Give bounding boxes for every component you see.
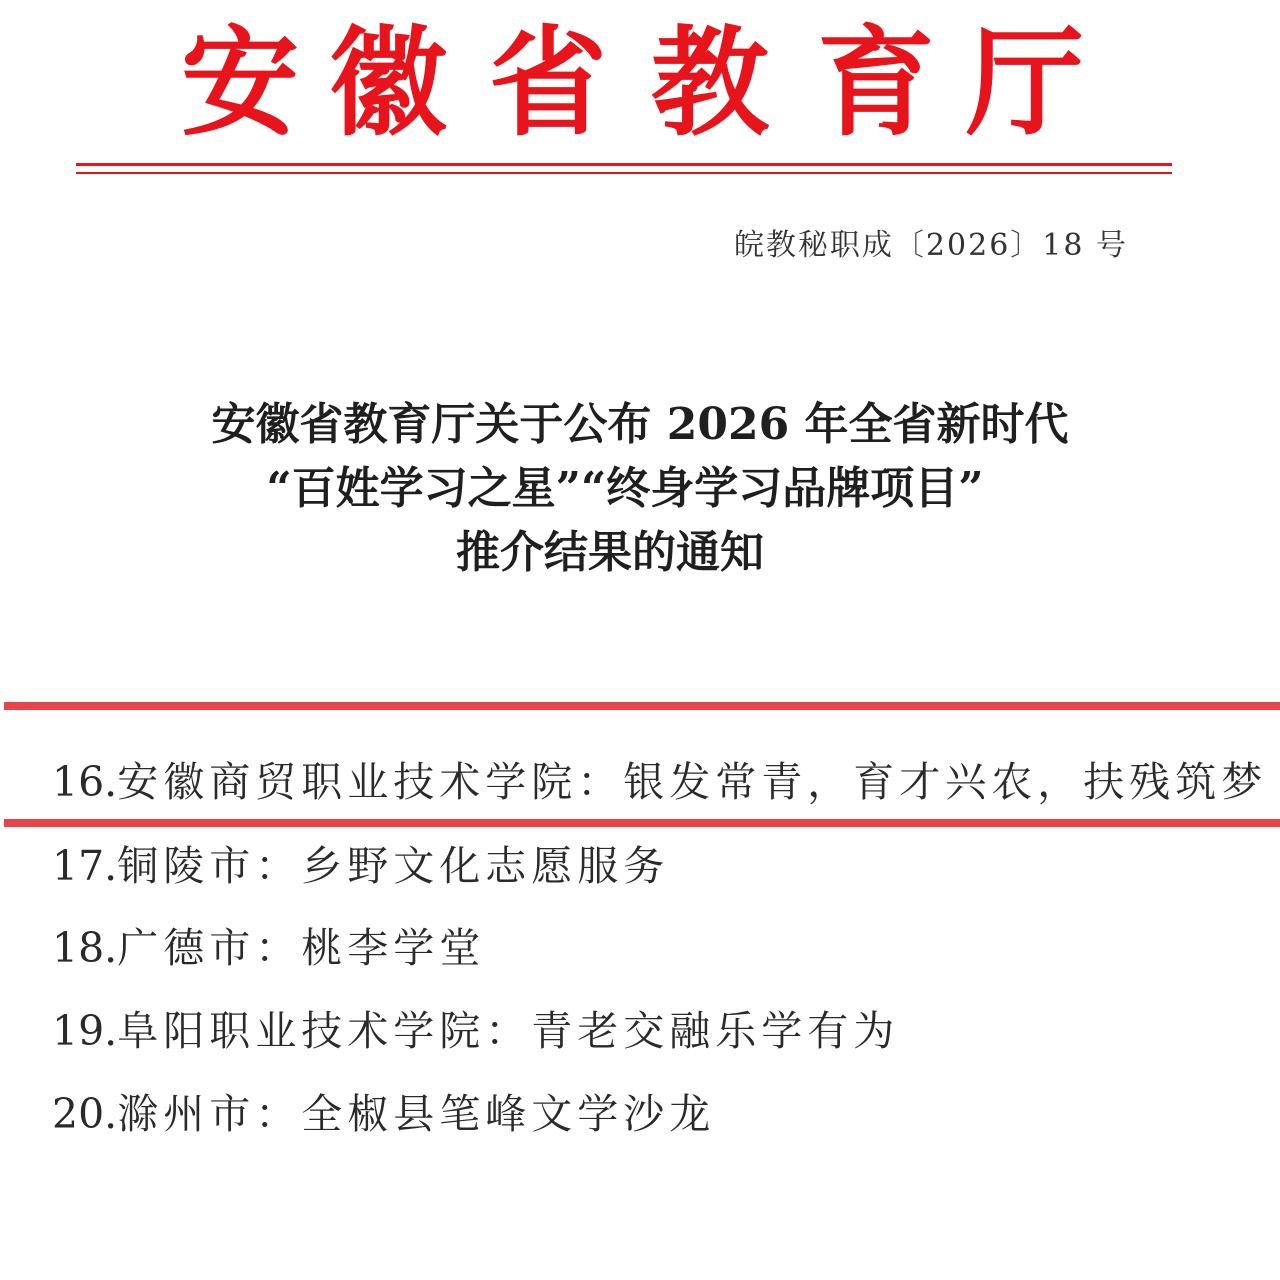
masthead-char: 徽 xyxy=(328,14,447,152)
title-line-2: “百姓学习之星”“终身学习品牌项目” xyxy=(266,463,984,514)
list-item xyxy=(52,1084,715,1144)
item-separator: ： xyxy=(485,1007,532,1055)
item-unit: 阜阳职业技术学院 xyxy=(117,1007,486,1055)
masthead-char: 厅 xyxy=(965,14,1084,152)
item-project: 乡野文化志愿服务 xyxy=(301,842,670,890)
item-unit: 滁州市 xyxy=(117,1090,256,1138)
title-line-1: 安徽省教育厅关于公布 2026 年全省新时代 xyxy=(211,399,1069,450)
item-number: 20. xyxy=(52,1090,118,1138)
item-separator: ： xyxy=(255,1090,302,1138)
item-unit: 广德市 xyxy=(117,924,256,972)
item-project: 银发常青，育才兴农，扶残筑梦 xyxy=(623,758,1268,806)
masthead-char: 安 xyxy=(180,14,299,152)
document-title xyxy=(0,393,1280,585)
item-number: 19. xyxy=(52,1007,118,1055)
item-number: 16. xyxy=(52,758,118,806)
masthead xyxy=(0,14,1280,152)
item-unit: 铜陵市 xyxy=(117,842,256,890)
list-item xyxy=(52,1001,899,1061)
item-unit: 安徽商贸职业技术学院 xyxy=(117,758,578,806)
list-item xyxy=(52,918,485,978)
masthead-char: 教 xyxy=(650,14,769,152)
item-project: 青老交融乐学有为 xyxy=(531,1007,900,1055)
item-project: 桃李学堂 xyxy=(301,924,486,972)
item-separator: ： xyxy=(255,924,302,972)
highlight-rule-bottom xyxy=(4,819,1280,827)
document-number: 皖教秘职成〔2026〕18 号 xyxy=(733,228,1128,263)
highlight-rule-top xyxy=(4,702,1280,710)
masthead-char: 省 xyxy=(488,14,607,152)
list-item xyxy=(52,836,669,896)
title-line-3: 推介结果的通知 xyxy=(456,527,764,578)
item-number: 18. xyxy=(52,924,118,972)
item-project: 全椒县笔峰文学沙龙 xyxy=(301,1090,716,1138)
masthead-rule-thick xyxy=(76,163,1172,166)
item-number: 17. xyxy=(52,842,118,890)
masthead-rule-thin xyxy=(76,172,1172,174)
item-separator: ： xyxy=(255,842,302,890)
list-item xyxy=(52,752,1267,812)
item-separator: ： xyxy=(577,758,624,806)
masthead-char: 育 xyxy=(816,14,935,152)
